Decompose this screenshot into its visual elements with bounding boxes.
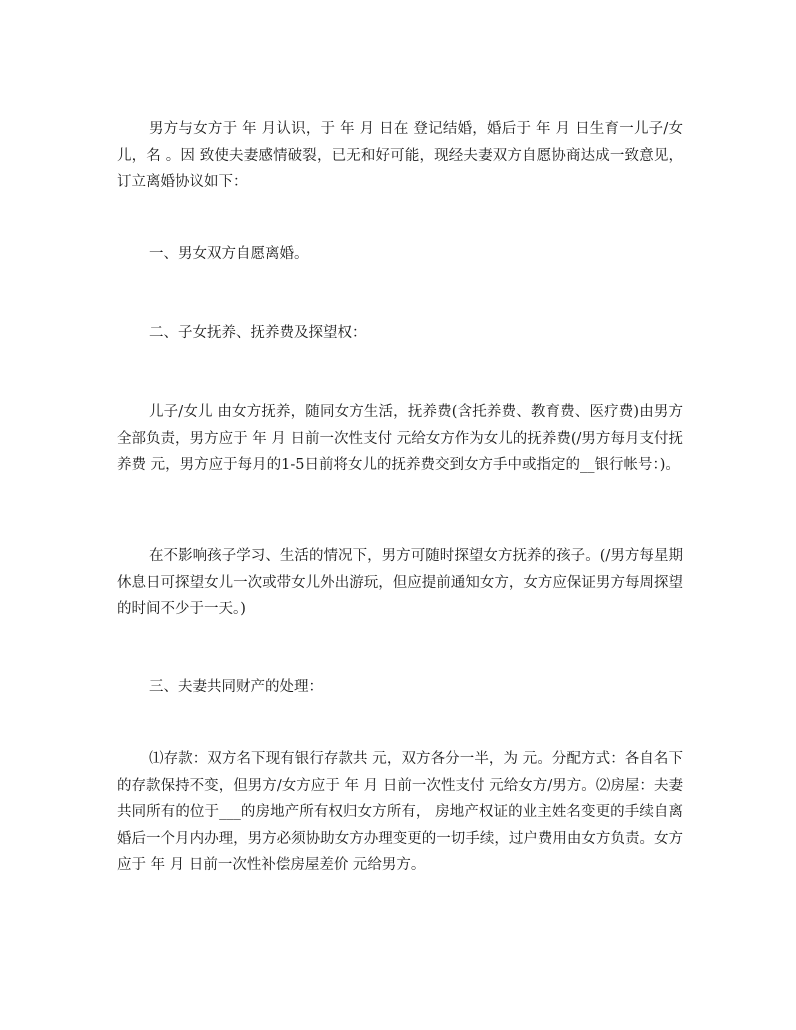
section-3-heading: 三、夫妻共同财产的处理： <box>149 679 323 695</box>
property-paragraph: ⑴存款：双方名下现有银行存款共 元，双方各分一半，为 元。分配方式：各自名下的存款保持不变，但男方/女方应于 年 月 日前一次性支付 元给女方/男方。⑵房屋：夫妻共同所有的位于___的房地产所有权归女方所有， 房地产权证的业主姓名变更的手续自离婚后一个月内办理，男方必须协助女方办理变更的一切手续，过户费用由女方负责。女方应于 年 月 日前一次性补偿房屋差价 元给男方。 <box>117 751 683 873</box>
intro-paragraph: 男方与女方于 年 月认识，于 年 月 日在 登记结婚，婚后于 年 月 日生育一儿子/女儿，名 。因 致使夫妻感情破裂，已无和好可能，现经夫妻双方自愿协商达成一致意见，订立离婚协议如下： <box>117 121 683 190</box>
section-1-heading: 一、男女双方自愿离婚。 <box>149 246 309 262</box>
custody-paragraph: 儿子/女儿 由女方抚养，随同女方生活，抚养费(含托养费、教育费、医疗费)由男方全部负责，男方应于 年 月 日前一次性支付 元给女方作为女儿的抚养费(/男方每月支付抚养费 元，男方应于每月的1-5日前将女儿的抚养费交到女方手中或指定的__银行帐号：)。 <box>117 404 683 473</box>
section-2-heading: 二、子女抚养、抚养费及探望权： <box>149 325 367 341</box>
visitation-paragraph: 在不影响孩子学习、生活的情况下，男方可随时探望女方抚养的孩子。(/男方每星期休息日可探望女儿一次或带女儿外出游玩，但应提前通知女方，女方应保证男方每周探望的时间不少于一天。) <box>117 548 683 617</box>
